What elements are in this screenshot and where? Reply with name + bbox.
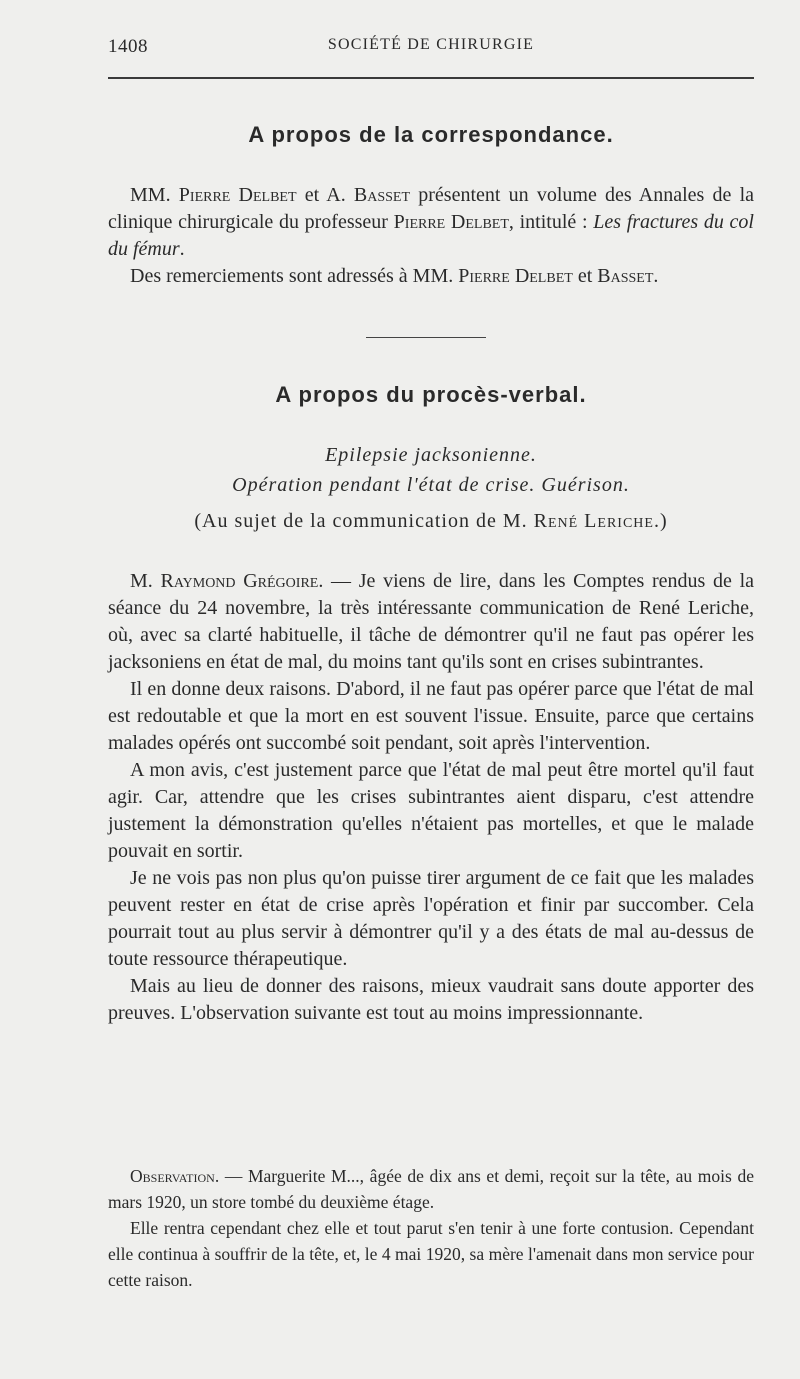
- section-title-proces-verbal: A propos du procès-verbal.: [275, 382, 587, 407]
- period: .: [653, 265, 659, 287]
- observation-block: [108, 1163, 754, 1293]
- proces-verbal-body: [108, 568, 754, 1027]
- name-pierre-delbet: Pierre Delbet: [178, 184, 297, 206]
- correspondance-paragraph-2: [108, 263, 754, 290]
- paragraph-text: Des remerciements sont adressés à MM.: [130, 265, 454, 287]
- name-rene-leriche: René Leriche: [533, 510, 654, 532]
- subject-prefix: (Au sujet de la communication de M.: [194, 510, 528, 532]
- section-title-correspondance: A propos de la correspondance.: [248, 122, 614, 147]
- journal-title: SOCIÉTÉ DE CHIRURGIE: [327, 36, 535, 53]
- correspondance-paragraph-1: [108, 182, 754, 263]
- paragraph-text: . — Je viens de lire, dans les Comptes rendus de la séance du 24 novembre, la très intéressante communication de René Leriche, où, avec sa clarté habituelle, il tâche de démontrer qu'il ne faut pas opérer les jacksoniens en état de mal, du moins tant qu'ils sont en crises subintrantes.: [108, 570, 754, 673]
- paragraph-4: Je ne vois pas non plus qu'on puisse tirer argument de ce fait que les malades peuvent rester en état de crise après l'opération et finir par succomber. Cela pourrait tout au plus servir à démontrer qu'il y a des états de mal au-dessus de toute ressource thérapeutique.: [108, 867, 754, 970]
- page-number: 1408: [108, 36, 148, 57]
- paragraph-3: A mon avis, c'est justement parce que l'état de mal peut être mortel qu'il faut agir. Car, attendre que les crises subintrantes aient disparu, c'est attendre justement la démonstration qu'elles n'étaient pas mortelles, et que le malade pouvait en sortir.: [108, 759, 754, 862]
- correspondance-body: [108, 182, 754, 290]
- speaker-name: M. Raymond Grégoire: [130, 570, 319, 592]
- observation-text: . — Marguerite M..., âgée de dix ans et demi, reçoit sur la tête, au mois de mars 1920, un store tombé du deuxième étage.: [108, 1166, 754, 1212]
- name-basset: Basset: [353, 184, 411, 206]
- name-basset-2: Basset: [597, 265, 654, 287]
- section-separator: [366, 337, 486, 338]
- subtitle-line-2: Opération pendant l'état de crise. Guérison.: [232, 474, 630, 496]
- text-et-2: et: [577, 265, 593, 287]
- book-title: Les fractures du col du fémur: [108, 211, 754, 260]
- observation-paragraph-2: Elle rentra cependant chez elle et tout parut s'en tenir à une forte contusion. Cependant elle continua à souffrir de la tête, et, le 4 mai 1920, sa mère l'amenait dans mon service pour cette raison.: [108, 1218, 754, 1290]
- name-pierre-delbet-3: Pierre Delbet: [458, 265, 573, 287]
- article-subtitle: [108, 440, 754, 500]
- observation-paragraph-1: [108, 1163, 754, 1215]
- header-rule: [108, 77, 754, 79]
- paragraph-text: présentent un volume des Annales de la clinique chirurgicale du professeur: [108, 184, 755, 233]
- paragraph-1: [108, 568, 754, 676]
- period: .: [179, 238, 185, 260]
- subject-line: [108, 510, 754, 533]
- text-et: et A.: [304, 184, 346, 206]
- text-mm: MM.: [130, 184, 171, 206]
- paragraph-5: Mais au lieu de donner des raisons, mieux vaudrait sans doute apporter des preuves. L'observation suivante est tout au moins impressionnante.: [108, 975, 754, 1024]
- subject-suffix: .): [653, 510, 668, 532]
- name-pierre-delbet-2: Pierre Delbet: [393, 211, 509, 233]
- paragraph-2: Il en donne deux raisons. D'abord, il ne faut pas opérer parce que l'état de mal est redoutable et que la mort en est souvent l'issue. Ensuite, parce que certains malades opérés ont succombé soit pendant, soit après l'intervention.: [108, 678, 754, 754]
- observation-label: Observation: [130, 1166, 215, 1186]
- text-intitule: , intitulé :: [508, 211, 588, 233]
- subtitle-line-1: Epilepsie jacksonienne.: [325, 444, 537, 466]
